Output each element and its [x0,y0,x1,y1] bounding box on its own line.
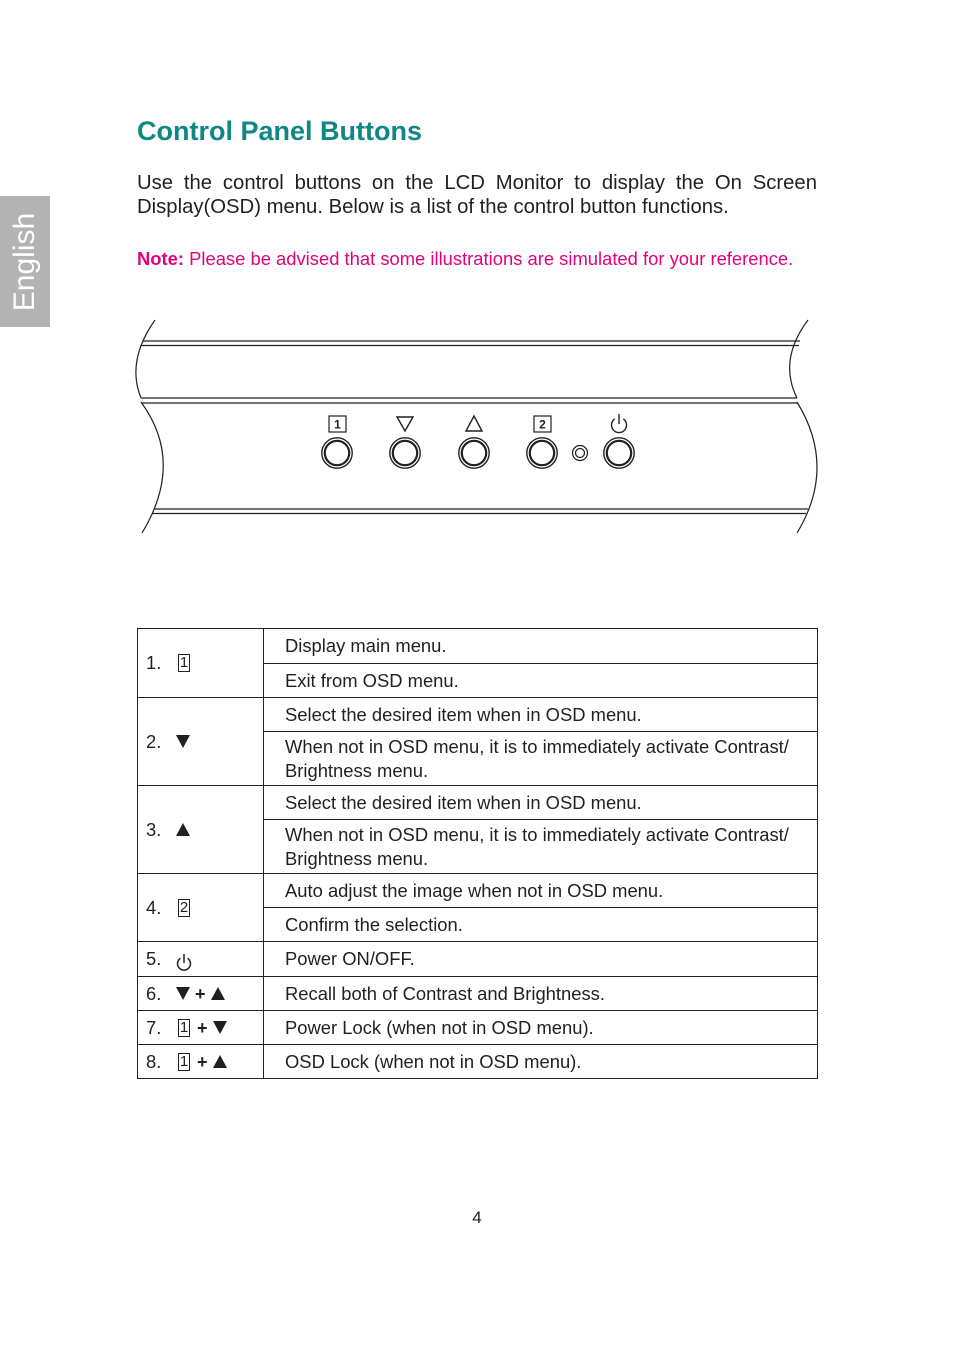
plus-sign: + [197,1051,208,1072]
function-text: Confirm the selection. [264,908,818,942]
auto-box-icon [534,416,551,432]
control-panel-illustration [130,312,830,538]
menu-box-label: 1 [334,417,341,432]
table-row [138,698,818,732]
key-combo [176,899,192,917]
auto-box-label: 2 [539,417,546,432]
key-combo [176,735,190,748]
row-number: 7. [146,1016,162,1038]
function-text: When not in OSD menu, it is to immediately activate Contrast/ Brightness menu. [264,820,818,874]
table-row [138,786,818,820]
function-text: Power Lock (when not in OSD menu). [264,1011,818,1045]
key-combo [176,985,225,1003]
down-triangle-outline-icon [397,417,413,431]
menu-key-icon: 1 [179,654,189,671]
up-triangle-icon [211,987,225,1000]
plus-sign: + [197,1017,208,1038]
row-number: 1. [146,652,162,673]
up-triangle-outline-icon [466,416,482,431]
key-cell [138,698,264,786]
intro-paragraph: Use the control buttons on the LCD Monitor to display the On Screen Display(OSD) menu. Below is a list of the control button functions. [137,172,817,218]
page-title: Control Panel Buttons [137,116,422,146]
note-label: Note: [137,248,184,269]
key-combo [176,1019,227,1037]
bezel-outline [136,320,817,533]
function-text: Recall both of Contrast and Brightness. [264,977,818,1011]
key-cell [138,977,264,1011]
up-triangle-icon [213,1055,227,1068]
table-row [138,1045,818,1079]
menu-box-icon [329,416,346,432]
down-button [390,417,420,468]
row-number: 6. [146,982,162,1004]
bezel-left-upper-edge [136,320,155,398]
function-text: Display main menu. [264,629,818,664]
row-number: 8. [146,1050,162,1072]
function-text: Select the desired item when in OSD menu. [264,698,818,732]
power-icon [176,952,192,972]
table-row [138,1011,818,1045]
page-number: 4 [472,1208,482,1227]
function-text: Select the desired item when in OSD menu. [264,786,818,820]
menu-button [322,416,352,468]
function-text: Auto adjust the image when not in OSD menu. [264,874,818,908]
button-function-table [137,628,818,1079]
key-combo [176,1053,227,1071]
key-cell [138,786,264,874]
table-row [138,874,818,908]
key-cell [138,1045,264,1079]
table-row [138,629,818,664]
down-triangle-icon [176,987,190,1000]
key-combo [176,823,190,836]
menu-key-icon: 1 [179,1052,189,1070]
function-text: OSD Lock (when not in OSD menu). [264,1045,818,1079]
down-triangle-icon [176,735,190,748]
bezel-right-upper-edge [790,320,808,398]
row-number: 3. [146,818,162,840]
up-button [459,416,489,468]
note-line [137,247,793,271]
row-number: 5. [146,948,162,969]
plus-sign: + [195,983,206,1004]
up-triangle-icon [176,823,190,836]
function-text: Power ON/OFF. [264,942,818,977]
menu-key-icon: 1 [179,1018,189,1036]
note-text: Please be advised that some illustrations are simulated for your reference. [189,248,794,269]
row-number: 2. [146,730,162,752]
power-icon [612,414,627,433]
row-number: 4. [146,896,162,918]
key-cell [138,942,264,977]
key-combo [176,946,192,972]
table-row [138,977,818,1011]
language-label: English [8,212,41,311]
power-button [604,414,634,468]
function-text: When not in OSD menu, it is to immediately activate Contrast/ Brightness menu. [264,732,818,786]
table-row [138,942,818,977]
key-cell [138,874,264,942]
function-text: Exit from OSD menu. [264,664,818,698]
power-led-icon [573,446,588,461]
auto-key-icon: 2 [179,898,189,916]
down-triangle-icon [213,1021,227,1034]
key-cell [138,1011,264,1045]
auto-button [527,416,557,468]
key-cell [138,629,264,698]
key-combo [176,654,192,672]
language-side-tab [0,196,50,327]
